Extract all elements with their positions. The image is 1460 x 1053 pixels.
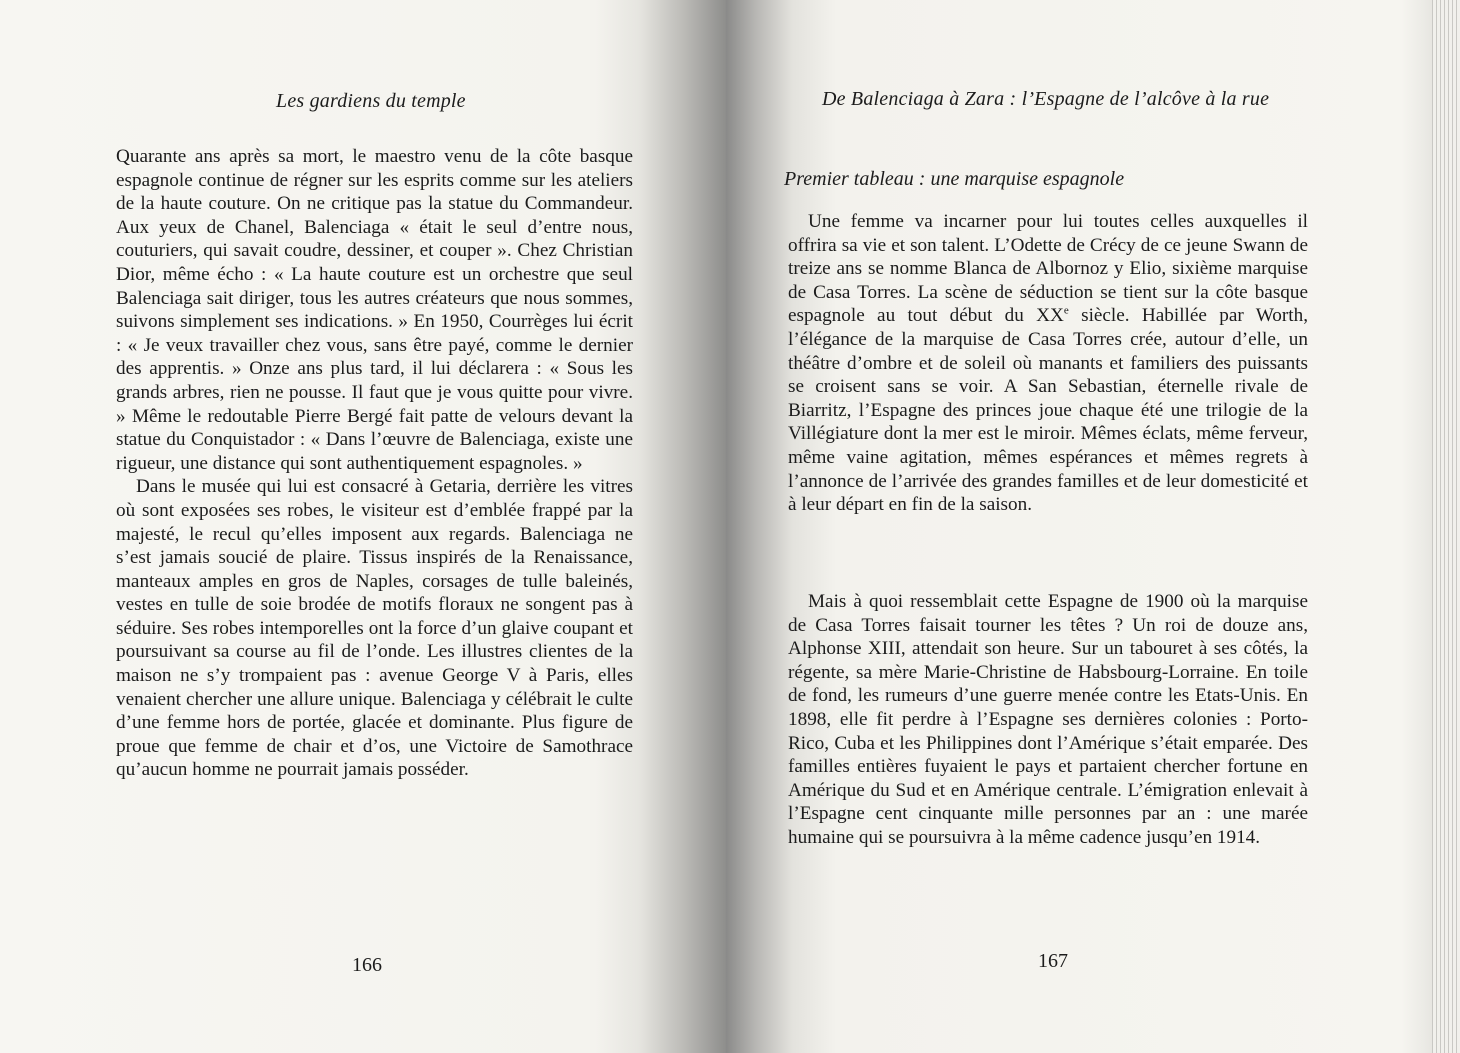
right-text-block-1 — [788, 210, 1308, 517]
right-paragraph-1 — [788, 210, 1308, 517]
century-numeral: XX — [1036, 305, 1064, 327]
section-title: Premier tableau : une marquise espagnole — [784, 168, 1125, 190]
century-suffix: e — [1063, 304, 1069, 317]
left-text-block — [116, 145, 633, 782]
left-page — [0, 0, 726, 1053]
left-running-head: Les gardiens du temple — [276, 90, 466, 112]
left-paragraph-1: Quarante ans après sa mort, le maestro venu de la côte basque espagnole continue de régner sur les esprits comme sur les ateliers de la haute couture. On ne critique pas la statue du Commandeur. Aux yeux de Chanel, Balenciaga « était le seul d’entre nous, couturiers, qui savait coudre, dessiner, et couper ». Chez Christian Dior, même écho : « La haute couture est un orchestre que seul Balenciaga sait diriger, tous les autres créateurs que nous sommes, suivons simplement ses indications. » En 1950, Courrèges lui écrit : « Je veux travailler chez vous, sans être payé, comme le dernier des apprentis. » Onze ans plus tard, il lui déclarera : « Sous les grands arbres, rien ne pousse. Il faut que je vous quitte pour vivre. » Même le redoutable Pierre Bergé fait patte de velours devant la statue du Conquistador : « Dans l’œuvre de Balenciaga, existe une rigueur, une distance qui sont authentiquement espagnoles. » — [116, 146, 633, 474]
left-page-number: 166 — [352, 954, 382, 976]
right-running-head: De Balenciaga à Zara : l’Espagne de l’alcôve à la rue — [822, 88, 1270, 110]
right-paragraph-1-part-b: siècle. Habillée par Worth, l’élégance de la marquise de Casa Torres crée, autour d’elle, un théâtre d’ombre et de soleil où manants et familiers des puissants se croisent sans se voir. A San Sebastian, éternelle rivale de Biarritz, l’Espagne des princes joue chaque été une trilogie de la Villégiature dont la mer est le miroir. Mêmes éclats, même ferveur, même vaine agitation, mêmes espérances et mêmes regrets à l’annonce de l’arrivée des grandes familles et de leur domesticité et à leur départ en fin de la saison. — [788, 305, 1308, 516]
right-page — [726, 0, 1460, 1053]
right-paragraph-1-part-a: Une femme va incarner pour lui toutes celles auxquelles il offrira sa vie et son talent. L’Odette de Crécy de ce jeune Swann de treize ans se nomme Blanca de Albornoz y Elio, sixième marquise de Casa Torres. La scène de séduction se tient sur la côte basque espagnole au tout début du — [788, 211, 1308, 327]
page-edges — [1432, 0, 1460, 1053]
right-page-number: 167 — [1038, 950, 1068, 972]
left-paragraph-2: Dans le musée qui lui est consacré à Getaria, derrière les vitres où sont exposées ses robes, le visiteur est d’emblée frappé par la majesté, le recul qu’elles imposent aux regards. Balenciaga ne s’est jamais soucié de plaire. Tissus inspirés de la Renaissance, manteaux amples en gros de Naples, corsages de tulle baleinés, vestes en tulle de soie brodée de motifs floraux ne songent pas à séduire. Ses robes intemporelles ont la force d’un glaive coupant et poursuivant sa course au fil de l’onde. Les illustres clientes de la maison ne s’y trompaient pas : avenue George V à Paris, elles venaient chercher une allure unique. Balenciaga y célébrait le culte d’une femme hors de portée, glacée et dominante. Plus figure de proue que femme de chair et d’os, une Victoire de Samothrace qu’aucun homme ne pourrait jamais posséder. — [116, 476, 633, 781]
right-paragraph-2: Mais à quoi ressemblait cette Espagne de 1900 où la marquise de Casa Torres faisait tourner les têtes ? Un roi de douze ans, Alphonse XIII, attendait son heure. Sur un tabouret à ses côtés, la régente, sa mère Marie-Christine de Habsbourg-Lorraine. En toile de fond, les rumeurs d’une guerre menée contre les Etats-Unis. En 1898, elle fit perdre à l’Espagne ses dernières colonies : Porto-Rico, Cuba et les Philippines dont l’Amérique s’était emparée. Des familles entières fuyaient le pays et partaient chercher fortune en Amérique du Sud et en Amérique centrale. L’émigration enlevait à l’Espagne cent cinquante mille personnes par an : une marée humaine qui se poursuivra à la même cadence jusqu’en 1914. — [788, 591, 1308, 848]
right-text-block-2 — [788, 590, 1308, 850]
